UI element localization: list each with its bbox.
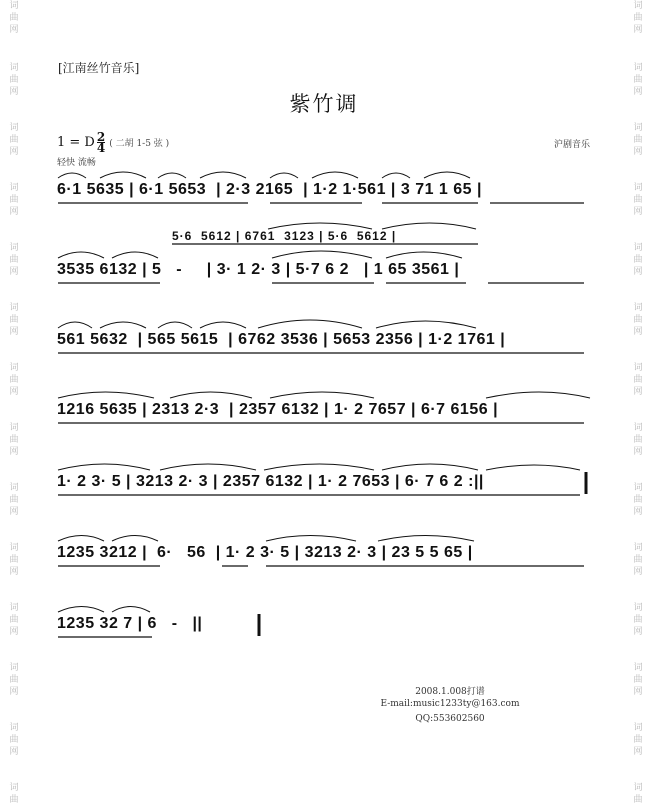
- watermark-group: 词 曲 网: [9, 63, 19, 97]
- score-line-2: 3535 6132 | 5 - | 3· 1 2· 3 | 5·7 6 2 | 1 65 3561 |: [57, 261, 460, 278]
- watermark-group: 词 曲 网: [633, 423, 643, 457]
- score-line-1: 6·1 5635 | 6·1 5653 | 2·3 2165 | 1·2 1·561 | 3 71 1 65 |: [57, 181, 482, 198]
- watermark-group: 词 曲 网: [9, 543, 19, 577]
- watermark-group: 词 曲 网: [633, 63, 643, 97]
- score-line-6: 1235 3212 | 6· 56 | 1· 2 3· 5 | 3213 2· 3 | 23 5 5 65 |: [57, 544, 473, 561]
- watermark-group: 词 曲 网: [9, 423, 19, 457]
- watermark-group: 词 曲: [9, 783, 19, 805]
- right-watermark-column: [628, 0, 648, 812]
- watermark-group: 词 曲 网: [633, 723, 643, 757]
- footer-qq: QQ:553602560: [415, 714, 485, 724]
- watermark-group: 词 曲 网: [9, 123, 19, 157]
- score-line-4: 1216 5635 | 2313 2·3 | 2357 6132 | 1· 2 7657 | 6·7 6156 |: [57, 401, 499, 418]
- watermark-group: 词 曲 网: [9, 723, 19, 757]
- watermark-group: 词 曲 网: [633, 483, 643, 517]
- watermark-group: 词 曲 网: [633, 1, 643, 35]
- score-line-3: 561 5632 | 565 5615 | 6762 3536 | 5653 2356 | 1·2 1761 |: [57, 331, 506, 348]
- watermark-group: 词 曲 网: [9, 1, 19, 35]
- source-label: 沪剧音乐: [553, 140, 590, 150]
- watermark-group: 词 曲 网: [9, 483, 19, 517]
- watermark-group: 词 曲 网: [9, 363, 19, 397]
- footer-date: 2008.1.008打谱: [415, 687, 485, 697]
- score-title: 紫竹调: [289, 92, 359, 116]
- watermark-group: 词 曲 网: [9, 603, 19, 637]
- watermark-group: 词 曲 网: [9, 183, 19, 217]
- score-line-5: 1· 2 3· 5 | 3213 2· 3 | 2357 6132 | 1· 2 7653 | 6· 7 6 2 :||: [57, 473, 484, 490]
- slur: [486, 392, 590, 398]
- tempo-marking: 轻快 流畅: [57, 158, 96, 168]
- watermark-group: 词 曲 网: [633, 363, 643, 397]
- watermark-group: 词 曲 网: [633, 183, 643, 217]
- score-line-7: 1235 32 7 | 6 - ||: [57, 615, 203, 632]
- footer-email: E-mail:music1233ty@163.com: [380, 699, 520, 709]
- slur: [486, 465, 580, 470]
- instrument-note: ( 二胡 1-5 弦 ): [109, 139, 170, 149]
- watermark-group: 词 曲 网: [633, 663, 643, 697]
- category-label: [江南丝竹音乐]: [58, 61, 140, 75]
- slur: [272, 251, 372, 258]
- watermark-group: 词 曲 网: [633, 543, 643, 577]
- watermark-group: 词 曲 网: [633, 123, 643, 157]
- time-signature: $\frac{2}{4}$: [96, 130, 106, 155]
- score-subline: 5·6 5612 | 6761 3123 | 5·6 5612 |: [172, 229, 397, 243]
- watermark-group: 词 曲 网: [9, 663, 19, 697]
- key-prefix: 1 = D: [57, 135, 95, 150]
- watermark-group: 词 曲: [633, 783, 643, 805]
- watermark-group: 词 曲 网: [633, 303, 643, 337]
- watermark-group: 词 曲 网: [9, 243, 19, 277]
- watermark-group: 词 曲 网: [633, 243, 643, 277]
- left-watermark-column: [4, 0, 24, 812]
- watermark-group: 词 曲 网: [9, 303, 19, 337]
- slur: [258, 320, 362, 328]
- key-signature: [57, 132, 169, 153]
- slur: [376, 321, 476, 328]
- watermark-group: 词 曲 网: [633, 603, 643, 637]
